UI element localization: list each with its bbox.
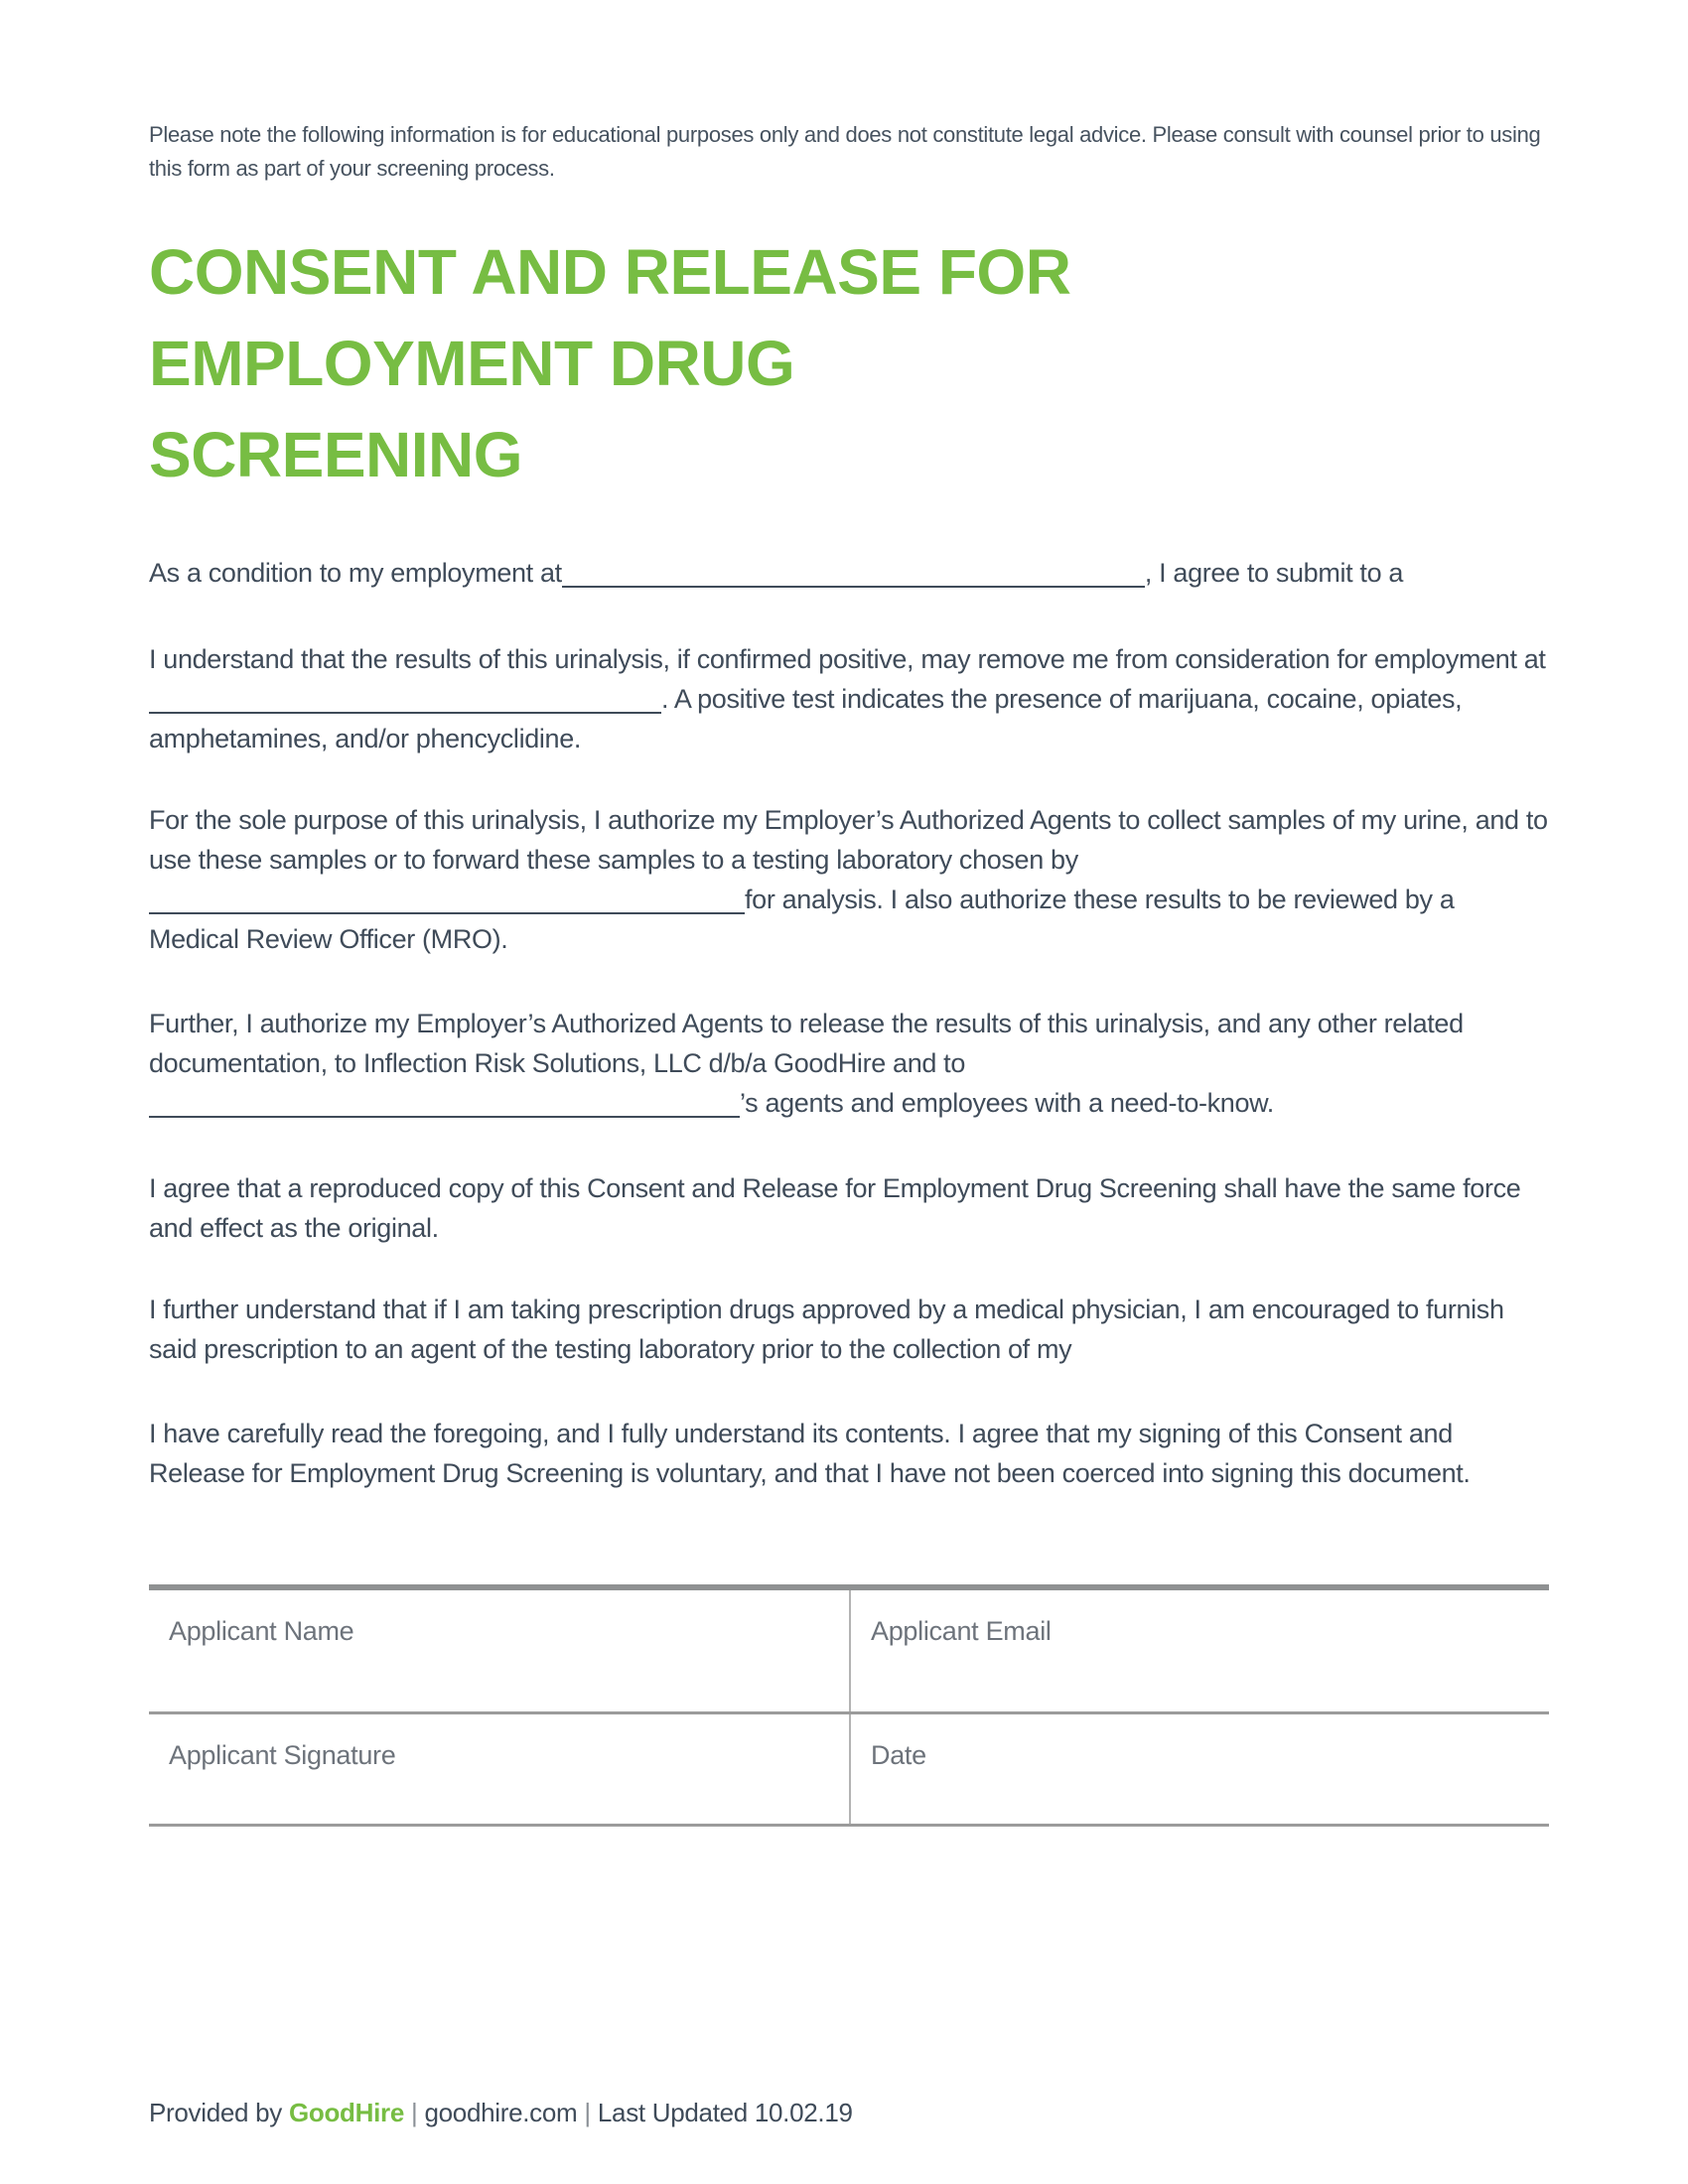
goodhire-brand: GoodHire [288,2098,404,2127]
signature-table [149,1584,1549,1827]
date-label: Date [871,1740,926,1770]
paragraph-text: As a condition to my employment at [149,558,562,588]
paragraph-positive-result [149,639,1549,758]
signature-table-row-1 [149,1590,1549,1711]
footer-site-url: goodhire.com [424,2098,578,2127]
applicant-email-label: Applicant Email [871,1616,1052,1646]
disclaimer-text: Please note the following information is for educational purposes only and does not constitute legal advice. Please consult with counsel prior to using this form as part of your screening process. [149,122,1541,181]
applicant-signature-cell[interactable] [149,1714,851,1824]
page-title-line-1: CONSENT AND RELEASE FOR [149,236,1071,308]
date-cell[interactable] [851,1714,1549,1824]
paragraph-prescription-drugs: I further understand that if I am taking prescription drugs approved by a medical physician, I am encouraged to furnish said prescription to an agent of the testing laboratory prior to the collection of my [149,1295,1504,1364]
paragraph-reproduced-copy: I agree that a reproduced copy of this Consent and Release for Employment Drug Screening shall have the same force and effect as the original. [149,1173,1521,1243]
employer-name-blank-4[interactable] [149,1090,740,1118]
paragraph-release-of-results [149,1004,1549,1123]
paragraph-text: , I agree to submit to a [1144,558,1404,588]
paragraph-text: ’s agents and employees with a need-to-know. [740,1088,1274,1118]
applicant-email-cell[interactable] [851,1590,1549,1711]
paragraph-text: Further, I authorize my Employer’s Authorized Agents to release the results of this urinalysis, and any other related documentation, to Inflection Risk Solutions, LLC d/b/a GoodHire and to [149,1009,1464,1078]
applicant-name-label: Applicant Name [169,1616,354,1646]
footer [149,2098,853,2128]
employer-name-blank-3[interactable] [149,887,745,914]
employer-name-blank-1[interactable] [562,560,1145,588]
paragraph-text: I understand that the results of this urinalysis, if confirmed positive, may remove me from consideration for employment at [149,644,1546,674]
page-title-line-3: SCREENING [149,419,522,490]
applicant-signature-label: Applicant Signature [169,1740,396,1770]
footer-last-updated: Last Updated 10.02.19 [597,2098,853,2127]
paragraph-text: For the sole purpose of this urinalysis, I authorize my Employer’s Authorized Agents to collect samples of my urine, and to use these samples or to forward these samples to a testing laboratory chosen by [149,805,1548,875]
footer-divider-2: | [584,2098,591,2127]
footer-provided-by: Provided by [149,2098,282,2127]
footer-divider-1: | [411,2098,418,2127]
applicant-name-cell[interactable] [149,1590,851,1711]
paragraph-text: for analysis. I also authorize these results to be reviewed by a Medical Review Officer (MRO). [149,885,1455,954]
page-title-line-2: EMPLOYMENT DRUG [149,328,795,399]
paragraph-text: . A positive test indicates the presence of marijuana, cocaine, opiates, amphetamines, and/or phencyclidine. [149,684,1463,753]
paragraph-voluntary-signing: I have carefully read the foregoing, and I fully understand its contents. I agree that my signing of this Consent and Release for Employment Drug Screening is voluntary, and that I have not been coerced into signing this document. [149,1419,1471,1488]
paragraph-condition-of-employment [149,553,1549,593]
employer-name-blank-2[interactable] [149,686,661,714]
document-body [149,553,1549,1493]
paragraph-sample-collection [149,800,1549,959]
signature-table-row-2 [149,1711,1549,1824]
page-title [149,226,1549,500]
